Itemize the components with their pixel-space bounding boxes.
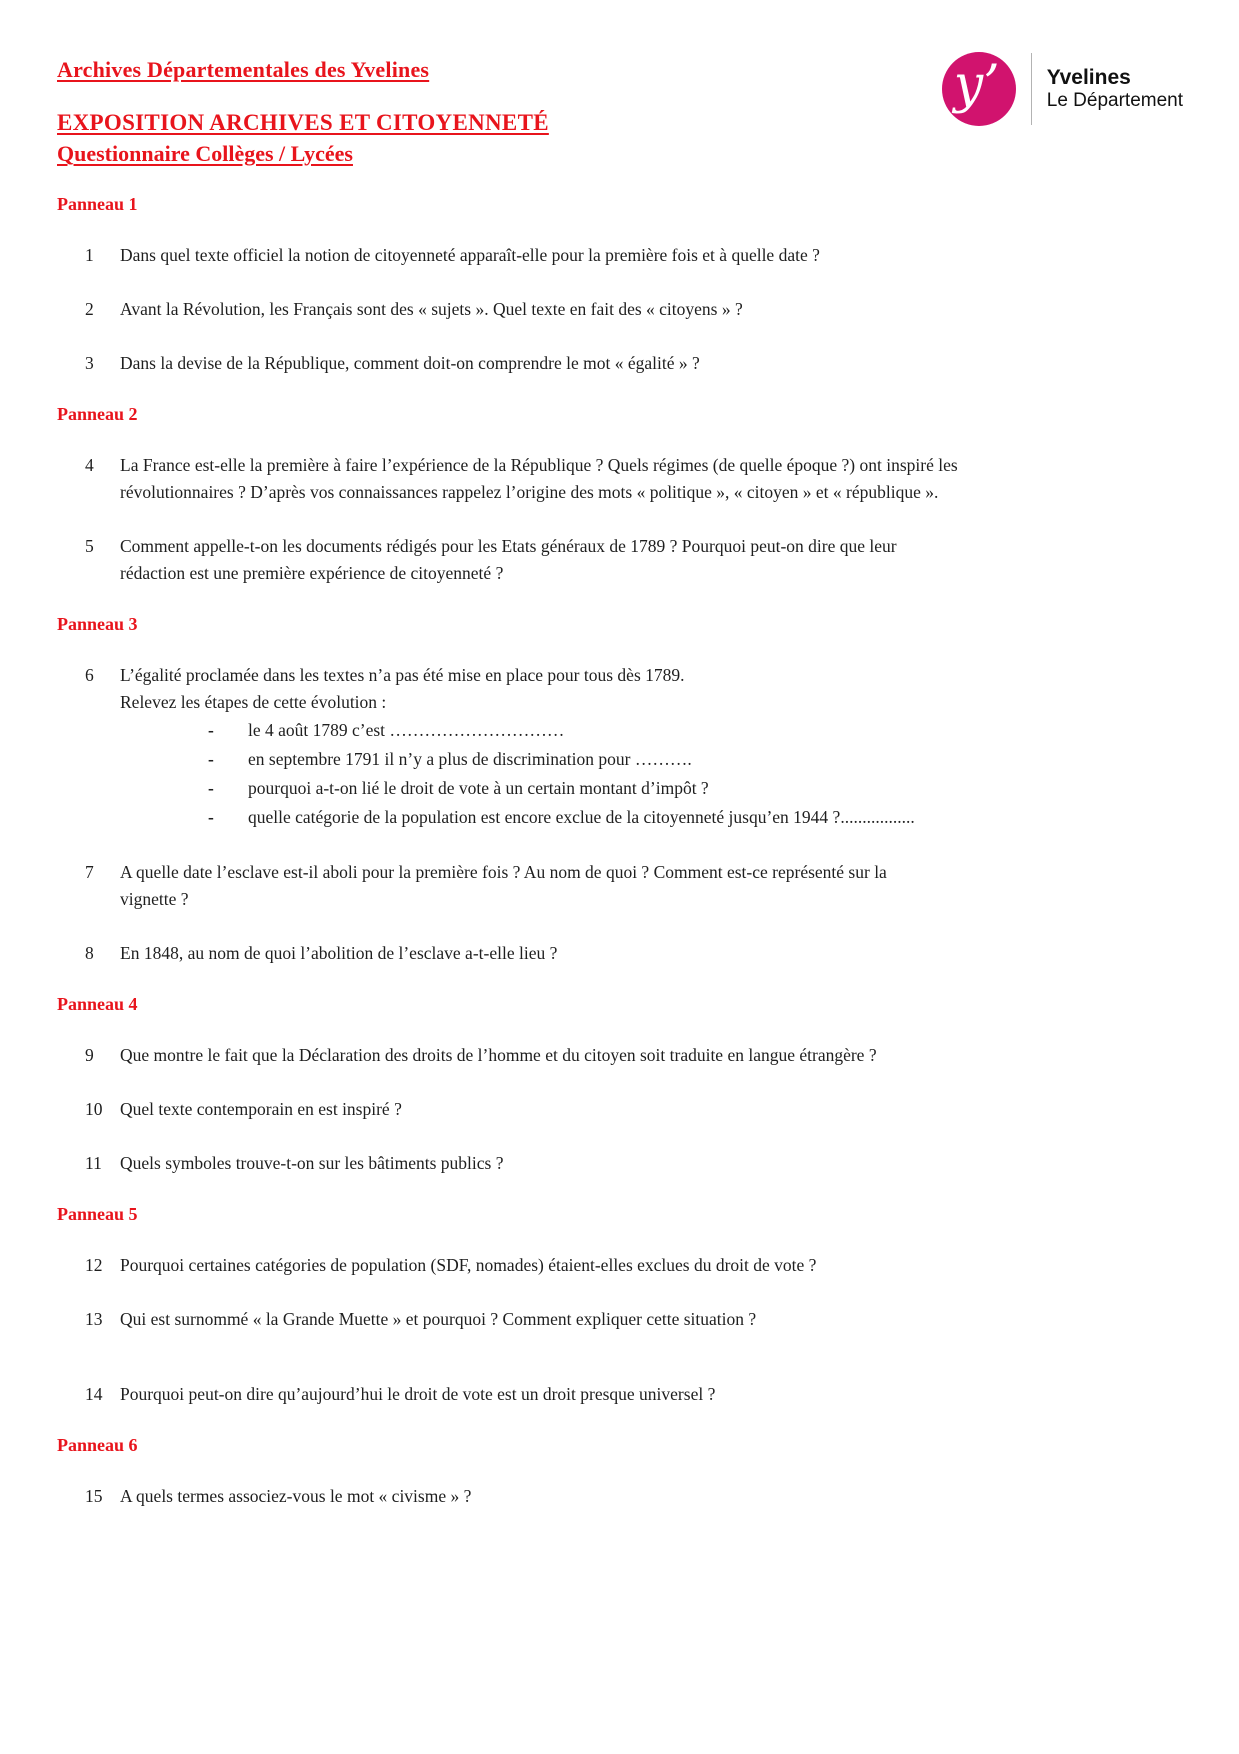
- panel-section: [57, 993, 1159, 1177]
- question-text-line: Relevez les étapes de cette évolution :: [120, 692, 387, 712]
- bullet-dash: -: [208, 807, 214, 827]
- question-text-line: Pourquoi peut-on dire qu’aujourd’hui le droit de vote est un droit presque universel ?: [120, 1384, 716, 1404]
- logo-divider: [1031, 53, 1032, 125]
- question-number: 11: [85, 1153, 102, 1173]
- question-number: 5: [85, 536, 94, 556]
- panel-heading: Panneau 1: [57, 194, 138, 214]
- bullet-item: [120, 803, 1070, 832]
- questionnaire-subtitle: Questionnaire Collèges / Lycées: [57, 141, 353, 166]
- bullet-text: en septembre 1791 il n’y a plus de discrimination pour ……….: [248, 749, 692, 769]
- question-text-line: Quel texte contemporain en est inspiré ?: [120, 1099, 402, 1119]
- question-text-line: L’égalité proclamée dans les textes n’a pas été mise en place pour tous dès 1789.: [120, 665, 685, 685]
- question-text: [120, 452, 1070, 506]
- question-number: 7: [85, 862, 94, 882]
- question-text: [120, 242, 1070, 269]
- question-text-line: Que montre le fait que la Déclaration des droits de l’homme et du citoyen soit traduite en langue étrangère ?: [120, 1045, 877, 1065]
- question-row: [57, 1306, 1159, 1333]
- question-text: [120, 940, 1070, 967]
- question-row: [57, 1042, 1159, 1069]
- bullet-text: le 4 août 1789 c’est …………………………: [248, 720, 565, 740]
- panel-section: [57, 193, 1159, 377]
- question-text-line: En 1848, au nom de quoi l’abolition de l’esclave a-t-elle lieu ?: [120, 943, 558, 963]
- bullet-item: [120, 745, 1070, 774]
- question-row: [57, 452, 1159, 506]
- panel-heading: Panneau 4: [57, 994, 138, 1014]
- question-text: [120, 859, 1070, 913]
- question-number: 8: [85, 943, 94, 963]
- question-text-line: vignette ?: [120, 889, 189, 909]
- question-list: [57, 242, 1159, 377]
- question-text-line: Qui est surnommé « la Grande Muette » et pourquoi ? Comment expliquer cette situation ?: [120, 1309, 757, 1329]
- question-text-line: rédaction est une première expérience de citoyenneté ?: [120, 563, 504, 583]
- question-row: [57, 350, 1159, 377]
- question-row: [57, 859, 1159, 913]
- panel-section: [57, 1203, 1159, 1408]
- question-text-line: Quels symboles trouve-t-on sur les bâtiments publics ?: [120, 1153, 504, 1173]
- logo-text-block: [1047, 66, 1183, 113]
- bullet-text: quelle catégorie de la population est encore exclue de la citoyenneté jusqu’en 1944 ?.................: [248, 807, 915, 827]
- bullet-text: pourquoi a-t-on lié le droit de vote à un certain montant d’impôt ?: [248, 778, 709, 798]
- question-list: [57, 662, 1159, 967]
- bullet-dash: -: [208, 720, 214, 740]
- bullet-item: [120, 774, 1070, 803]
- question-number: 1: [85, 245, 94, 265]
- question-text: [120, 533, 1070, 587]
- question-list: [57, 1252, 1159, 1408]
- question-number: 3: [85, 353, 94, 373]
- question-number: 2: [85, 299, 94, 319]
- question-row: [57, 1252, 1159, 1279]
- question-row: [57, 1483, 1159, 1510]
- panel-heading: Panneau 3: [57, 614, 138, 634]
- question-list: [57, 452, 1159, 587]
- question-text: [120, 662, 1070, 832]
- logo-tagline: Le Département: [1046, 89, 1183, 111]
- question-row: [57, 1096, 1159, 1123]
- question-row: [57, 1150, 1159, 1177]
- question-text-line: La France est-elle la première à faire l’expérience de la République ? Quels régimes (de quelle époque ?) ont inspiré les: [120, 455, 958, 475]
- question-text: [120, 1096, 1070, 1123]
- yvelines-monogram-icon: [942, 52, 1016, 126]
- logo-monogram: y’: [953, 55, 1000, 115]
- question-text-line: Dans la devise de la République, comment doit-on comprendre le mot « égalité » ?: [120, 353, 700, 373]
- question-number: 14: [85, 1384, 103, 1404]
- question-number: 10: [85, 1099, 103, 1119]
- question-number: 6: [85, 665, 94, 685]
- question-text-line: A quels termes associez-vous le mot « civisme » ?: [120, 1486, 472, 1506]
- question-text: [120, 350, 1070, 377]
- question-row: [57, 242, 1159, 269]
- logo-name: Yvelines: [1046, 65, 1131, 89]
- question-text: [120, 1306, 1070, 1333]
- question-text: [120, 1252, 1070, 1279]
- questionnaire: [57, 193, 1159, 1510]
- bullet-dash: -: [208, 778, 214, 798]
- question-text: [120, 1042, 1070, 1069]
- question-row: [57, 533, 1159, 587]
- question-text-line: Dans quel texte officiel la notion de citoyenneté apparaît-elle pour la première fois et à quelle date ?: [120, 245, 820, 265]
- question-text-line: Comment appelle-t-on les documents rédigés pour les Etats généraux de 1789 ? Pourquoi peut-on dire que leur: [120, 536, 897, 556]
- question-row: [57, 296, 1159, 323]
- document-title: Archives Départementales des Yvelines: [57, 57, 430, 82]
- panel-heading: Panneau 6: [57, 1435, 138, 1455]
- question-text-line: Pourquoi certaines catégories de population (SDF, nomades) étaient-elles exclues du droit de vote ?: [120, 1255, 817, 1275]
- bullet-dash: -: [208, 749, 214, 769]
- question-number: 12: [85, 1255, 103, 1275]
- question-text-line: révolutionnaires ? D’après vos connaissances rappelez l’origine des mots « politique », « citoyen » et « république ».: [120, 482, 939, 502]
- question-number: 13: [85, 1309, 103, 1329]
- question-number: 9: [85, 1045, 94, 1065]
- panel-section: [57, 1434, 1159, 1510]
- question-list: [57, 1483, 1159, 1510]
- question-number: 4: [85, 455, 94, 475]
- question-number: 15: [85, 1486, 103, 1506]
- question-list: [57, 1042, 1159, 1177]
- question-text: [120, 296, 1070, 323]
- question-text: [120, 1381, 1070, 1408]
- panel-heading: Panneau 5: [57, 1204, 138, 1224]
- question-row: [57, 940, 1159, 967]
- panel-section: [57, 613, 1159, 967]
- bullet-item: [120, 716, 1070, 745]
- panel-heading: Panneau 2: [57, 404, 138, 424]
- question-row: [57, 1381, 1159, 1408]
- question-text-line: Avant la Révolution, les Français sont des « sujets ». Quel texte en fait des « citoyens » ?: [120, 299, 743, 319]
- yvelines-logo: [942, 52, 1183, 126]
- exposition-title: EXPOSITION ARCHIVES ET CITOYENNETÉ: [57, 110, 549, 135]
- question-text: [120, 1483, 1070, 1510]
- document-header: [57, 55, 1183, 167]
- panel-section: [57, 403, 1159, 587]
- question-text-line: A quelle date l’esclave est-il aboli pour la première fois ? Au nom de quoi ? Comment est-ce représenté sur la: [120, 862, 887, 882]
- question-text: [120, 1150, 1070, 1177]
- question-row: [57, 662, 1159, 832]
